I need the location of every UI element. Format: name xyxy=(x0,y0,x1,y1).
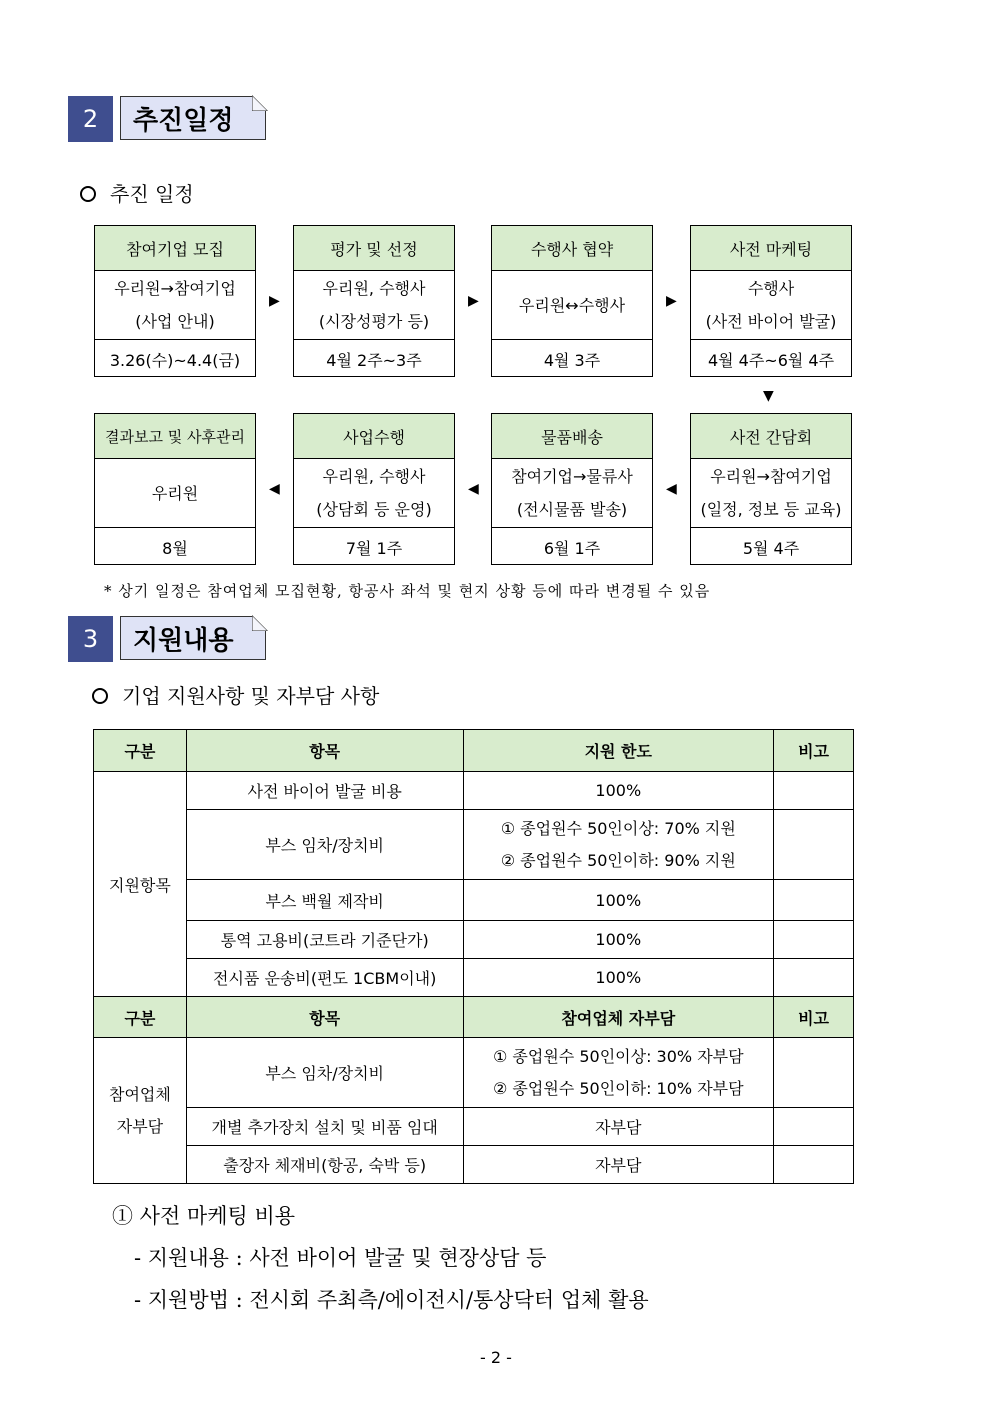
flow-body-line: 우리원, 수행사 xyxy=(322,467,426,486)
flow-step-date: 5월 4주 xyxy=(742,538,800,558)
value-cell: 자부담 xyxy=(463,1146,774,1184)
section-title: 추진일정 xyxy=(120,96,266,140)
flow-step-header: 수행사 협약 xyxy=(492,226,652,271)
flow-body-line: 우리원, 수행사 xyxy=(322,279,426,298)
value-cell: 100% xyxy=(463,880,774,921)
flow-step-date: 4월 4주~6월 4주 xyxy=(707,350,835,370)
flow-step-body xyxy=(492,271,652,340)
flow-step-header: 사전 마케팅 xyxy=(691,226,851,271)
flow-step xyxy=(293,225,455,377)
table-row xyxy=(94,1146,854,1184)
note-cell xyxy=(774,880,854,921)
value-cell: 100% xyxy=(463,921,774,959)
flow-body-line: (시장성평가 등) xyxy=(318,312,430,331)
item-cell: 전시품 운송비(편도 1CBM이내) xyxy=(186,959,463,997)
section-title: 지원내용 xyxy=(120,616,266,660)
table-row xyxy=(94,810,854,880)
header-cell: 구분 xyxy=(94,730,187,772)
group-label-cell xyxy=(94,1038,187,1184)
marketing-line: - 지원방법 : 전시회 주최측/에이전시/통상닥터 업체 활용 xyxy=(134,1288,649,1312)
flow-step xyxy=(94,413,256,565)
item-cell: 통역 고용비(코트라 기준단가) xyxy=(186,921,463,959)
flow-step-body xyxy=(294,459,454,528)
flow-step-header: 평가 및 선정 xyxy=(294,226,454,271)
arrow-left-icon: ◀ xyxy=(269,481,280,497)
value-cell xyxy=(463,1038,774,1108)
flow-step-date: 8월 xyxy=(162,538,188,558)
value-cell: 자부담 xyxy=(463,1108,774,1146)
arrow-left-icon: ◀ xyxy=(666,481,677,497)
flow-step-body xyxy=(691,271,851,340)
flow-step-date: 4월 3주 xyxy=(543,350,601,370)
item-cell: 개별 추가장치 설치 및 비품 임대 xyxy=(186,1108,463,1146)
marketing-title: ① 사전 마케팅 비용 xyxy=(112,1204,296,1228)
flow-step-header: 사전 간담회 xyxy=(691,414,851,459)
value-line: ① 종업원수 50인이상: 30% 자부담 xyxy=(493,1046,744,1066)
note-cell xyxy=(774,772,854,810)
note-cell xyxy=(774,959,854,997)
note-cell xyxy=(774,1038,854,1108)
page-fold-icon xyxy=(252,95,268,111)
arrow-right-icon: ▶ xyxy=(666,293,677,309)
item-cell: 부스 임차/장치비 xyxy=(186,1038,463,1108)
circle-bullet-icon xyxy=(80,186,96,202)
arrow-right-icon: ▶ xyxy=(269,293,280,309)
marketing-line: - 지원내용 : 사전 바이어 발굴 및 현장상담 등 xyxy=(134,1246,547,1270)
flow-body-line: 수행사 xyxy=(747,279,795,298)
item-cell: 부스 임차/장치비 xyxy=(186,810,463,880)
page-number: - 2 - xyxy=(480,1348,512,1367)
circle-bullet-icon xyxy=(92,688,108,704)
header-cell: 항목 xyxy=(186,730,463,772)
support-bullet-text: 기업 지원사항 및 자부담 사항 xyxy=(122,684,380,708)
schedule-bullet-text: 추진 일정 xyxy=(110,182,194,206)
table-row xyxy=(94,921,854,959)
value-line: ② 종업원수 50인이하: 90% 지원 xyxy=(500,850,736,870)
arrow-down-icon: ▼ xyxy=(763,388,774,404)
value-cell: 100% xyxy=(463,959,774,997)
flow-body-line: 우리원→참여기업 xyxy=(114,279,236,298)
table-row xyxy=(94,772,854,810)
flow-body-line: (전시물품 발송) xyxy=(516,500,628,519)
note-cell xyxy=(774,810,854,880)
arrow-right-icon: ▶ xyxy=(468,293,479,309)
support-table xyxy=(93,729,854,1184)
flow-body-line: 우리원↔수행사 xyxy=(518,295,626,315)
arrow-left-icon: ◀ xyxy=(468,481,479,497)
flow-step-body xyxy=(492,459,652,528)
flow-step xyxy=(690,413,852,565)
item-cell: 사전 바이어 발굴 비용 xyxy=(186,772,463,810)
flow-body-line: (일정, 정보 등 교육) xyxy=(700,500,842,519)
flow-step-header: 사업수행 xyxy=(294,414,454,459)
schedule-bullet xyxy=(80,178,194,207)
flow-step-body xyxy=(691,459,851,528)
header-cell: 참여업체 자부담 xyxy=(463,997,774,1038)
table-row xyxy=(94,1038,854,1108)
flow-body-line: 참여기업→물류사 xyxy=(511,467,633,486)
flow-step-header: 참여기업 모집 xyxy=(95,226,255,271)
flow-step-date: 7월 1주 xyxy=(345,538,403,558)
flow-step xyxy=(94,225,256,377)
group-label-line: 참여업체 xyxy=(109,1084,171,1104)
flow-step-date: 4월 2주~3주 xyxy=(326,350,422,370)
header-cell: 지원 한도 xyxy=(463,730,774,772)
support-bullet xyxy=(92,680,379,709)
flow-step xyxy=(293,413,455,565)
header-cell: 비고 xyxy=(774,730,854,772)
flow-step-date: 3.26(수)~4.4(금) xyxy=(109,350,241,370)
flow-step xyxy=(491,413,653,565)
value-cell xyxy=(463,810,774,880)
header-cell: 비고 xyxy=(774,997,854,1038)
flow-step-header: 물품배송 xyxy=(492,414,652,459)
flow-step xyxy=(690,225,852,377)
table-header-row xyxy=(94,730,854,772)
flow-step-body xyxy=(294,271,454,340)
group-label-cell: 지원항목 xyxy=(94,772,187,997)
flow-body-line: (상담회 등 운영) xyxy=(316,500,432,519)
flow-body-line: (사업 안내) xyxy=(135,312,215,331)
note-cell xyxy=(774,1146,854,1184)
value-line: ① 종업원수 50인이상: 70% 지원 xyxy=(500,818,736,838)
item-cell: 출장자 체재비(항공, 숙박 등) xyxy=(186,1146,463,1184)
flow-step-header: 결과보고 및 사후관리 xyxy=(95,414,255,459)
schedule-note: * 상기 일정은 참여업체 모집현황, 항공사 좌석 및 현지 상황 등에 따라 변경될 수 있음 xyxy=(104,582,711,600)
note-cell xyxy=(774,921,854,959)
flow-step-body xyxy=(95,459,255,528)
section-number: 2 xyxy=(68,96,113,142)
flow-body-line: 우리원→참여기업 xyxy=(710,467,832,486)
group-label-line: 자부담 xyxy=(116,1116,164,1136)
flow-step-date: 6월 1주 xyxy=(543,538,601,558)
flow-body-line: (사전 바이어 발굴) xyxy=(705,312,837,331)
flow-step xyxy=(491,225,653,377)
note-cell xyxy=(774,1108,854,1146)
header-cell: 구분 xyxy=(94,997,187,1038)
table-header-row xyxy=(94,997,854,1038)
value-cell: 100% xyxy=(463,772,774,810)
section-number: 3 xyxy=(68,616,113,662)
value-line: ② 종업원수 50인이하: 10% 자부담 xyxy=(493,1078,744,1098)
table-row xyxy=(94,1108,854,1146)
item-cell: 부스 백월 제작비 xyxy=(186,880,463,921)
table-row xyxy=(94,880,854,921)
header-cell: 항목 xyxy=(186,997,463,1038)
flow-body-line: 우리원 xyxy=(151,483,199,503)
flow-step-body xyxy=(95,271,255,340)
table-row xyxy=(94,959,854,997)
page-fold-icon xyxy=(252,615,268,631)
